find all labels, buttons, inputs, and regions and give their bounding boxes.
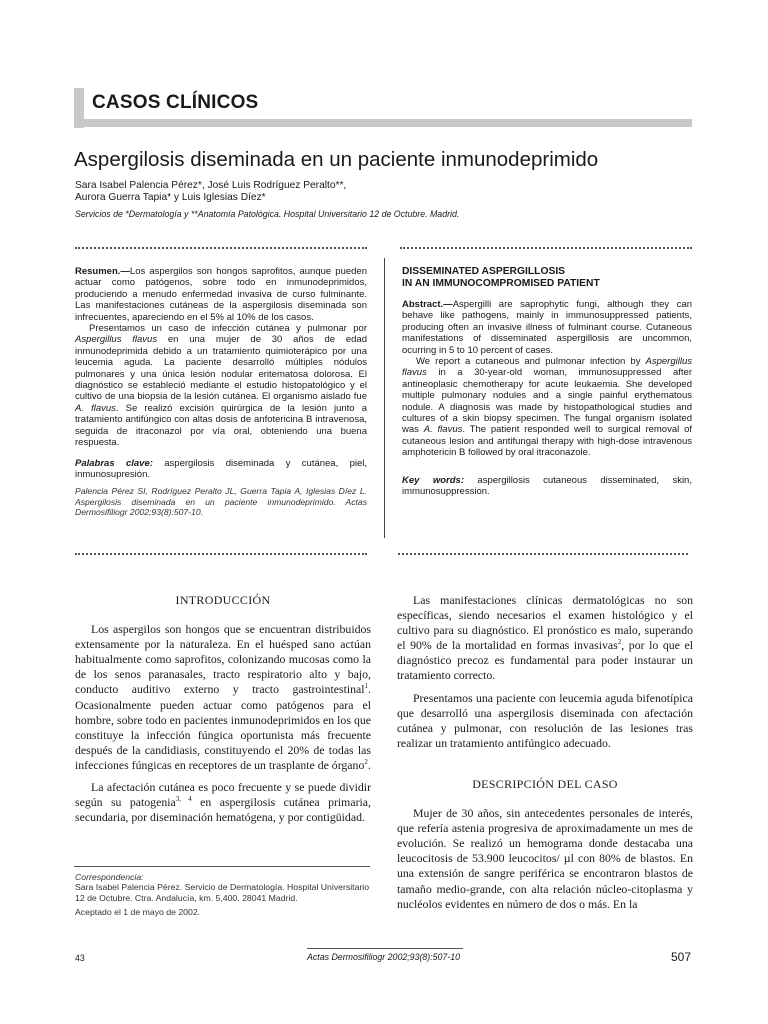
resumen-keywords: Palabras clave: aspergilosis diseminada y cutánea, piel, inmunosupresión.	[75, 457, 368, 480]
abstract-keywords: Key words: aspergillosis cutaneous disseminated, skin, immunosuppression.	[402, 474, 692, 498]
section-bar-horizontal	[74, 119, 692, 127]
resumen-block	[75, 266, 367, 518]
dotted-rule-top-left	[75, 247, 367, 249]
authors	[75, 180, 575, 204]
affiliation: Servicios de *Dermatología y **Anatomía Patológica. Hospital Universitario 12 de Octubre. Madrid.	[75, 209, 460, 219]
body-column-right	[397, 593, 693, 912]
authors-line-1: Sara Isabel Palencia Pérez*, José Luis Rodríguez Peralto**,	[75, 180, 347, 191]
footer-rule	[307, 948, 463, 949]
col2-paragraph-1: Las manifestaciones clínicas dermatológicas no son específicas, siendo necesarios el examen histológico y el cultivo para su diagnóstico. El pronóstico es malo, superando el 90% de la mortalidad en formas invasivas$^2$, por lo que el diagnóstico precoz es fundamental para poder instaurar un tratamiento correcto.	[397, 593, 693, 683]
abstract-paragraph-1: Abstract.—Aspergilli are saprophytic fungi, although they can behave like pathogens, mainly in immunosuppressed patients, producing often an invasive illness of fulminant course. Cutaneous manifestations of disseminated aspergillosis are uncommon, ocurring in 5 to 10 percent of cases.	[402, 299, 692, 356]
abstract-block	[402, 266, 692, 498]
footer-page-right: 507	[671, 950, 692, 964]
col2-paragraph-2: Presentamos una paciente con leucemia aguda bifenotípica que desarrolló una aspergilosis diseminada con afectación cutánea y pulmonar, con resolución de las lesiones tras realizar un tratamiento antifúngico adecuado.	[397, 690, 693, 750]
abstract-paragraph-2: We report a cutaneous and pulmonar infection by Aspergillus flavus in a 30-year-old woman, immunosuppressed after antineoplasic chemotherapy for acute leukaemia. She developed multiple pulmonary nodules and a single painful erythematous nodule. A diagnosis was made by histopathological studies and cultures of a skin biopsy specimen. The fungal organism isolated was A. flavus. The patient responded well to surgical removal of cutaneous lesion and antifungal therapy with high-dose intravenous amphotericin B followed by oral itraconazole.	[402, 356, 692, 459]
dotted-rule-bottom-left	[75, 553, 367, 555]
authors-line-2: Aurora Guerra Tapia* y Luis Iglesias Díez*	[75, 192, 266, 203]
case-heading: DESCRIPCIÓN DEL CASO	[472, 776, 618, 791]
abstract-heading: DISSEMINATED ASPERGILLOSIS IN AN IMMUNOCOMPROMISED PATIENT	[402, 266, 600, 289]
article-title: Aspergilosis diseminada en un paciente inmunodeprimido	[74, 148, 599, 171]
resumen-paragraph-2: Presentamos un caso de infección cutánea y pulmonar por Aspergillus flavus en una mujer de 30 años de edad inmunodeprimida debido a un tratamiento quimioterápico por una leucemia aguda. La paciente desarrolló múltiples nódulos pulmonares y una única lesión nodular eritematosa dolorosa. El diagnóstico se estableció mediante el estudio histopatológico y el cultivo de una biopsia de la lesión cutánea. El organismo aislado fue A. flavus. Se realizó excisión quirúrgica de la lesión junto a tratamiento antifúngico con altas dosis de anfotericina B intravenosa, seguida de itraconazol por vía oral, obteniendo una buena respuesta.	[75, 323, 367, 449]
resumen-paragraph-1: Resumen.—Los aspergilos son hongos saprofitos, aunque pueden actuar como patógenos, sobre todo en inmunodeprimidos, produciendo a menudo enfermedad invasiva de curso fulminante. Las manifestaciones cutáneas de la aspergilosis diseminada son infrecuentes, apareciendo en el 5% al 10% de los casos.	[75, 266, 367, 323]
correspondence-label: Correspondencia:	[75, 872, 144, 882]
footer-journal: Actas Dermosifiliogr 2002;93(8):507-10	[307, 952, 461, 962]
abstract-column-divider	[384, 258, 385, 538]
body-column-left	[75, 593, 371, 825]
dotted-rule-top-right	[400, 247, 692, 249]
correspondence-rule	[74, 866, 370, 867]
resumen-label: Resumen.—	[75, 266, 130, 277]
citation: Palencia Pérez SI, Rodríguez Peralto JL, Guerra Tapia A, Iglesias Díez L. Aspergilosis diseminada en un paciente inmunodeprimido. Actas Dermosifiliogr 2002;93(8):507-10.	[75, 486, 367, 518]
intro-paragraph-1: Los aspergilos son hongos que se encuentran distribuidos extensamente por la naturaleza. En el huésped sano actúan habitualmente como saprofitos, colonizando mucosas como la de los senos paranasales, tracto respiratorio alto y bajo, conducto auditivo externo y tracto gastrointestinal$^1$. Ocasionalmente pueden actuar como patógenos para el hombre, sobre todo en pacientes inmunodeprimidos en los que constituye la infección fúngica oportunista más frecuente después de la candidiasis, constituyendo el 20% de todas las infecciones fúngicas en receptores de un trasplante de órgano$^2$.	[75, 622, 371, 772]
intro-paragraph-2: La afectación cutánea es poco frecuente y se puede dividir según su patogenia$^{3, 4}$ en aspergilosis cutánea primaria, secundaria, por diseminación hematógena, y por contigüidad.	[75, 780, 371, 825]
section-header	[74, 88, 692, 128]
case-paragraph-1: Mujer de 30 años, sin antecedentes personales de interés, que refería astenia progresiva de aproximadamente un mes de evolución. Se realizó un hemograma donde destacaba una leucocitosis de 53.900 leucocitos/ µl con 80% de blastos. En una extensión de sangre periférica se encontraron blastos de tamaño medio-grande, con alta relación núcleo-citoplasma y nucléolos evidentes en número de dos o más. En la	[397, 806, 693, 911]
accepted-date: Aceptado el 1 de mayo de 2002.	[75, 907, 201, 918]
intro-heading: INTRODUCCIÓN	[175, 593, 271, 607]
footer-page-left: 43	[75, 953, 85, 963]
section-label: CASOS CLÍNICOS	[92, 92, 259, 113]
dotted-rule-bottom-right	[398, 553, 688, 555]
correspondence-text: Sara Isabel Palencia Pérez. Servicio de Dermatología. Hospital Universitario 12 de Octubre. Ctra. Andalucía, km. 5,400. 28041 Madrid.	[75, 882, 370, 903]
correspondence	[75, 872, 371, 918]
